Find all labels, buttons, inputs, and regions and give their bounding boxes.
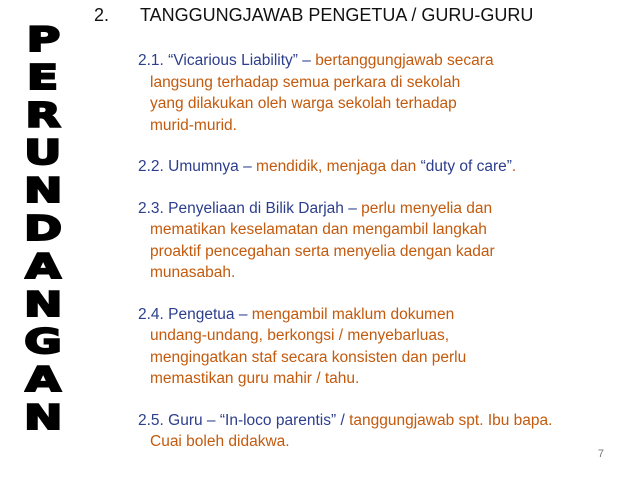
vertical-title-letter: P xyxy=(26,20,60,60)
text-segment: memastikan guru mahir / tahu. xyxy=(150,370,360,387)
list-item xyxy=(138,156,634,178)
text-segment: yang dilakukan oleh warga sekolah terhadap xyxy=(150,95,457,112)
list-item-line xyxy=(138,410,634,432)
text-segment: perlu menyelia dan xyxy=(361,199,493,217)
list-item xyxy=(138,410,634,453)
list-item-line xyxy=(138,219,634,241)
vertical-title-letter: E xyxy=(27,57,59,98)
vertical-title-letter: N xyxy=(23,397,63,438)
list-item-line xyxy=(138,325,634,347)
list-item xyxy=(138,198,634,284)
vertical-title-letter: D xyxy=(23,208,63,249)
section-number: 2. xyxy=(94,5,110,25)
vertical-title xyxy=(0,22,86,438)
list-item xyxy=(138,304,634,390)
text-segment: mengingatkan staf secara konsisten dan perlu xyxy=(150,348,467,366)
list-item xyxy=(138,50,634,136)
page-number: 7 xyxy=(597,448,604,460)
list-item-line xyxy=(138,347,634,369)
text-segment: mengambil maklum dokumen xyxy=(251,305,455,323)
list-item-line xyxy=(138,115,634,137)
vertical-title-letter: N xyxy=(23,284,63,325)
text-segment: “duty of care” xyxy=(420,158,512,175)
text-segment: mendidik, menjaga dan xyxy=(256,158,421,175)
list-item-line xyxy=(138,50,634,72)
text-segment: bertanggungjawab secara xyxy=(315,52,494,69)
list-item-line xyxy=(138,431,634,453)
vertical-title-letter: G xyxy=(24,322,62,363)
list-item-line xyxy=(138,368,634,390)
vertical-title-letter: A xyxy=(25,360,61,401)
text-segment: mematikan keselamatan dan mengambil langkah xyxy=(150,221,487,238)
list-item-line xyxy=(138,198,634,220)
list-item-line xyxy=(138,93,634,115)
text-segment: langsung terhadap semua perkara di sekolah xyxy=(150,73,461,91)
vertical-title-letter: R xyxy=(25,95,61,136)
text-segment: undang-undang, berkongsi / menyebarluas, xyxy=(150,327,450,344)
text-segment: tanggungjawab spt. Ibu bapa. xyxy=(349,411,553,429)
vertical-title-letter: N xyxy=(23,171,63,212)
text-segment: 2.5. Guru – “In-loco parentis” / xyxy=(138,411,350,429)
list-item-line xyxy=(138,304,634,326)
text-segment: 2.2. Umumnya – xyxy=(138,158,257,175)
vertical-title-letter: U xyxy=(24,133,62,174)
list-item-line xyxy=(138,262,634,284)
text-segment: murid-murid. xyxy=(150,116,237,134)
text-segment: 2.1. “Vicarious Liability” – xyxy=(138,52,316,69)
list-item-line xyxy=(138,72,634,94)
list-item-line xyxy=(138,156,634,178)
text-segment: proaktif pencegahan serta menyelia dengan kadar xyxy=(150,242,495,260)
section-title: TANGGUNGJAWAB PENGETUA / GURU-GURU xyxy=(140,5,534,25)
section-heading xyxy=(94,3,634,27)
text-segment: Cuai boleh didakwa. xyxy=(150,433,290,450)
vertical-title-letter: A xyxy=(25,246,61,287)
content-list xyxy=(138,50,634,473)
text-segment: 2.3. Penyeliaan di Bilik Darjah – xyxy=(138,199,362,217)
text-segment: munasabah. xyxy=(150,264,236,281)
list-item-line xyxy=(138,241,634,263)
text-segment: . xyxy=(511,158,517,175)
text-segment: 2.4. Pengetua – xyxy=(138,305,252,323)
